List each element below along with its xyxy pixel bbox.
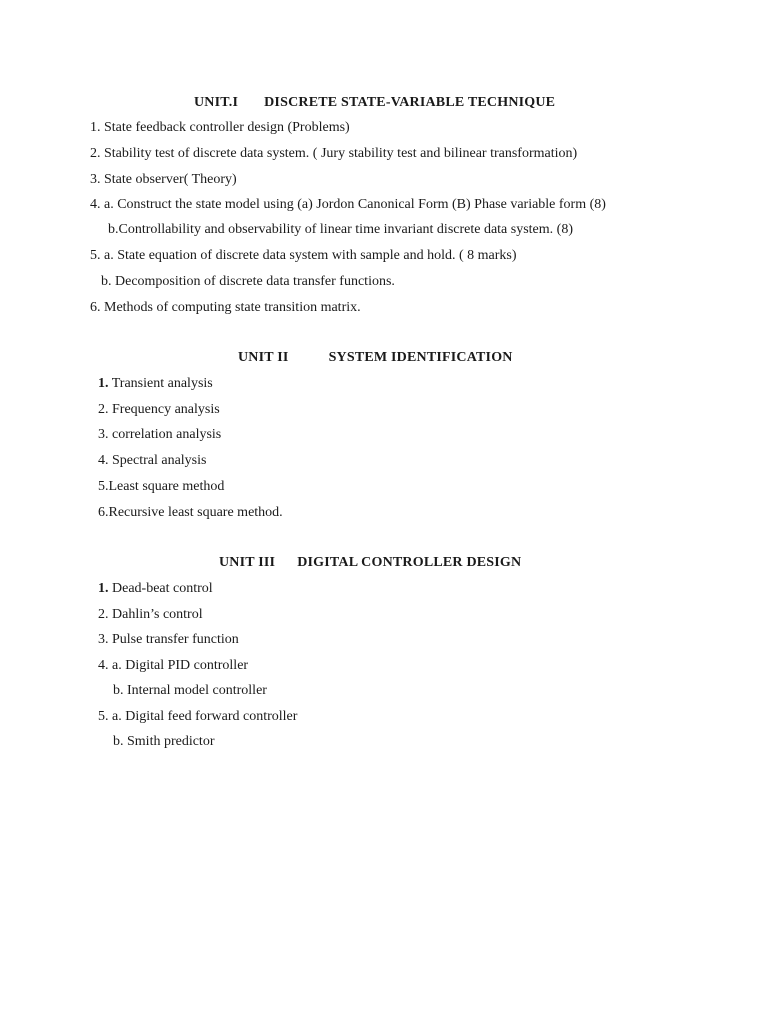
- unit-2-item-1-text: Transient analysis: [108, 376, 213, 391]
- unit-1-title: DISCRETE STATE-VARIABLE TECHNIQUE: [264, 95, 556, 110]
- unit-2-item-4: 4. Spectral analysis: [98, 453, 207, 468]
- unit-2-item-2: 2. Frequency analysis: [98, 402, 220, 417]
- unit-3-item-1: [98, 581, 213, 597]
- unit-1-item-3: 3. State observer( Theory): [90, 172, 237, 187]
- unit-1-item-4b: b.Controllability and observability of linear time invariant discrete data system. (8): [108, 222, 573, 237]
- unit-2-item-1-number: 1.: [98, 376, 109, 391]
- unit-1-item-5a: 5. a. State equation of discrete data system with sample and hold. ( 8 marks): [90, 248, 517, 263]
- unit-1-item-6: 6. Methods of computing state transition matrix.: [90, 300, 361, 315]
- unit-2-heading: [238, 350, 513, 366]
- unit-3-item-1-text: Dead-beat control: [108, 581, 213, 596]
- unit-2-item-6: 6.Recursive least square method.: [98, 505, 283, 520]
- unit-3-number: UNIT III: [219, 555, 276, 570]
- unit-1-item-2: 2. Stability test of discrete data system. ( Jury stability test and bilinear transformation): [90, 146, 578, 161]
- unit-3-item-4b: b. Internal model controller: [113, 683, 267, 698]
- unit-2-item-1: [98, 376, 213, 392]
- unit-2-number: UNIT II: [238, 350, 289, 365]
- unit-3-item-4a: 4. a. Digital PID controller: [98, 658, 249, 673]
- unit-1-number: UNIT.I: [194, 95, 239, 110]
- unit-1-heading: [194, 95, 555, 111]
- unit-3-item-5a: 5. a. Digital feed forward controller: [98, 709, 298, 724]
- unit-3-item-5b: b. Smith predictor: [113, 734, 215, 749]
- unit-3-item-3: 3. Pulse transfer function: [98, 632, 239, 647]
- unit-2-item-5: 5.Least square method: [98, 479, 225, 494]
- unit-1-item-1: 1. State feedback controller design (Problems): [90, 120, 350, 135]
- unit-3-item-2: 2. Dahlin’s control: [98, 607, 203, 622]
- unit-1-item-4a: 4. a. Construct the state model using (a) Jordon Canonical Form (B) Phase variable form (8): [90, 197, 606, 212]
- unit-3-item-1-number: 1.: [98, 581, 109, 596]
- unit-2-item-3: 3. correlation analysis: [98, 427, 222, 442]
- unit-3-title: DIGITAL CONTROLLER DESIGN: [297, 555, 522, 570]
- unit-1-item-5b: b. Decomposition of discrete data transfer functions.: [101, 274, 395, 289]
- unit-2-title: SYSTEM IDENTIFICATION: [328, 350, 513, 365]
- unit-3-heading: [219, 555, 521, 571]
